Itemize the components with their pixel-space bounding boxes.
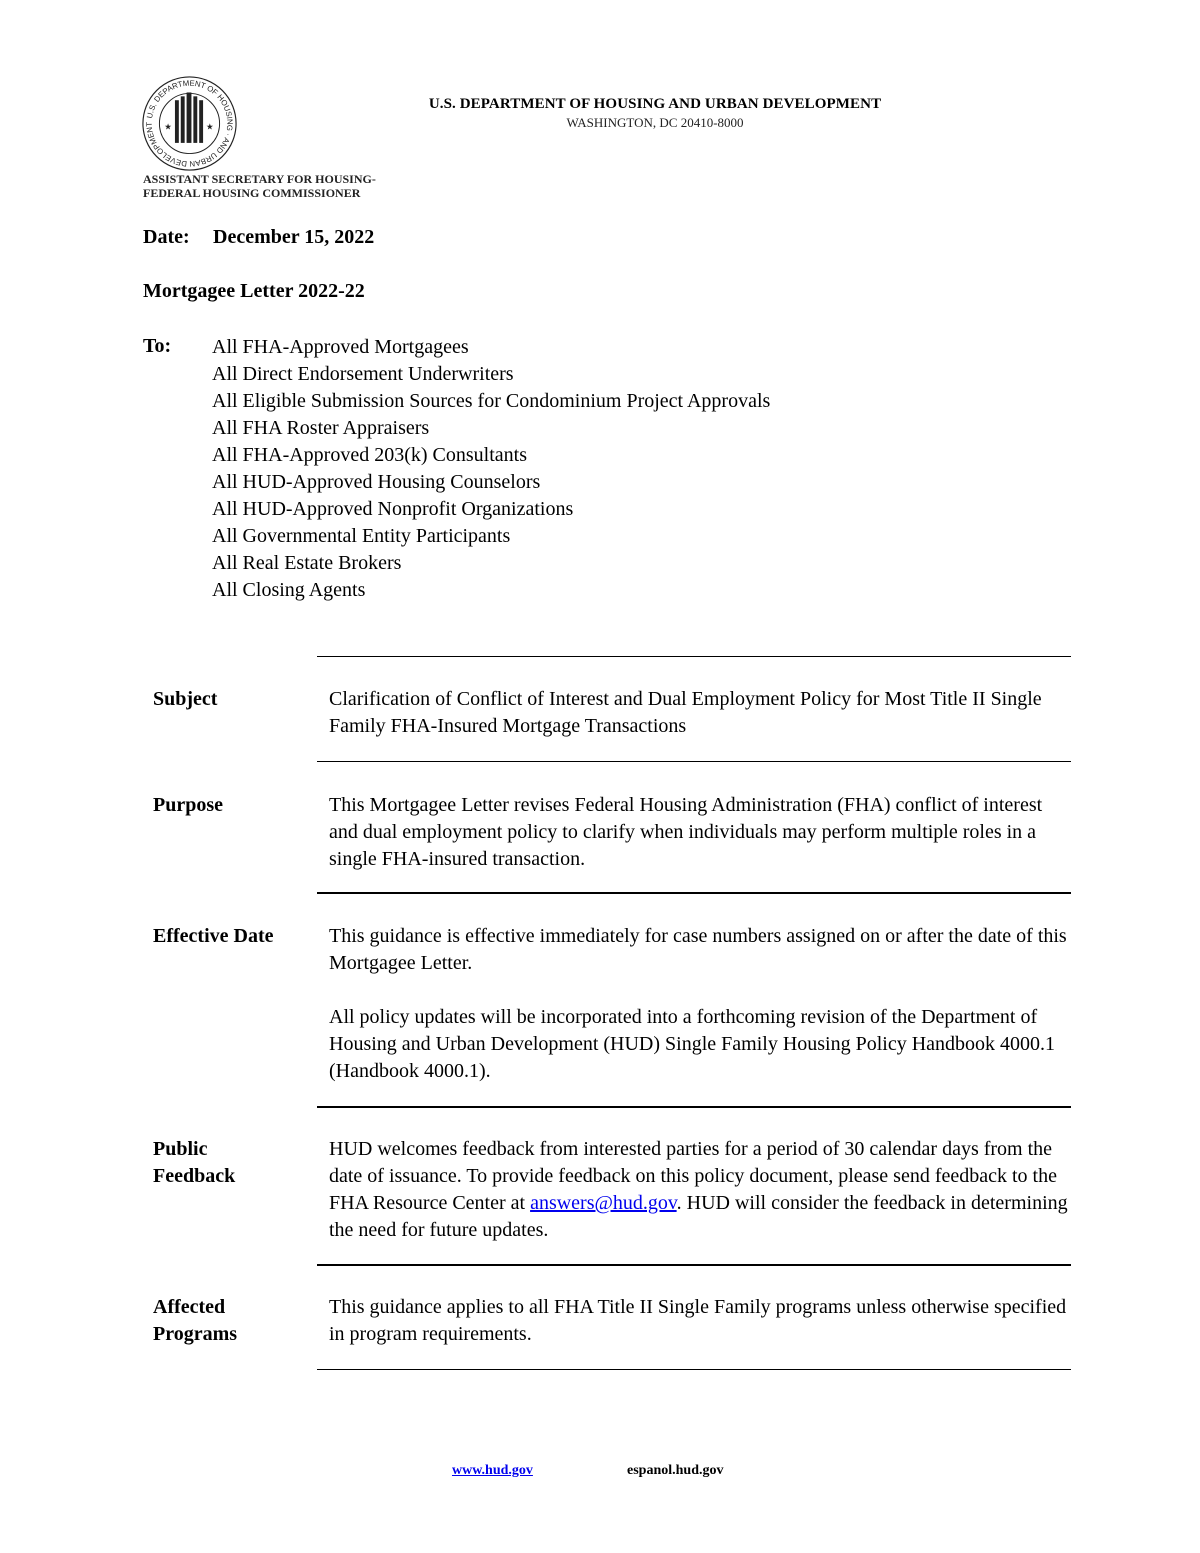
affected-programs-label-line-1: Affected	[153, 1296, 226, 1318]
public-feedback-label	[153, 1136, 235, 1190]
recipient-item: All FHA Roster Appraisers	[212, 417, 430, 439]
table-rule	[317, 1369, 1071, 1370]
date-label: Date:	[143, 226, 190, 248]
hud-website-link[interactable]: www.hud.gov	[452, 1463, 533, 1478]
table-rule	[317, 761, 1071, 762]
office-line-2: FEDERAL HOUSING COMMISSIONER	[143, 186, 361, 200]
recipient-item: All HUD-Approved Nonprofit Organizations	[212, 498, 574, 520]
to-label: To:	[143, 335, 172, 357]
recipient-item: All FHA-Approved 203(k) Consultants	[212, 444, 527, 466]
footer-link-espanol: espanol.hud.gov	[627, 1463, 724, 1478]
feedback-text-start: HUD welcomes feedback from interested parties for a period of 30 calendar days from the date of issuance. To provide feedback on this policy document, please send feedback to the FHA Resource Center at	[329, 1138, 1057, 1214]
office-line-1: ASSISTANT SECRETARY FOR HOUSING-	[143, 172, 376, 186]
svg-text:★: ★	[205, 121, 214, 132]
affected-programs-label	[153, 1294, 237, 1348]
effective-date-paragraph-2: All policy updates will be incorporated into a forthcoming revision of the Department of Housing and Urban Development (HUD) Single Family Housing Policy Handbook 4000.1 (Handbook 4000.1).	[329, 1006, 1056, 1082]
date-value: December 15, 2022	[213, 226, 375, 248]
recipient-item: All Governmental Entity Participants	[212, 525, 511, 547]
subject-text: Clarification of Conflict of Interest and Dual Employment Policy for Most Title II Single Family FHA-Insured Mortgage Transactions	[329, 688, 1042, 737]
effective-date-text	[329, 923, 1069, 1085]
department-address: WASHINGTON, DC 20410-8000	[566, 115, 744, 130]
recipient-item: All Direct Endorsement Underwriters	[212, 363, 514, 385]
purpose-label: Purpose	[153, 794, 223, 816]
affected-programs-label-line-2: Programs	[153, 1323, 238, 1345]
affected-programs-text: This guidance applies to all FHA Title II Single Family programs unless otherwise specified in program requirements.	[329, 1296, 1067, 1345]
table-rule	[317, 1264, 1071, 1266]
recipient-item: All Real Estate Brokers	[212, 552, 402, 574]
department-name: U.S. DEPARTMENT OF HOUSING AND URBAN DEVELOPMENT	[428, 96, 882, 112]
hud-seal-logo	[141, 75, 238, 172]
table-rule	[317, 1106, 1071, 1108]
recipient-list	[212, 334, 770, 604]
effective-date-paragraph-1: This guidance is effective immediately for case numbers assigned on or after the date of this Mortgagee Letter.	[329, 925, 1067, 974]
purpose-text: This Mortgagee Letter revises Federal Housing Administration (FHA) conflict of interest and dual employment policy to clarify when individuals may perform multiple roles in a single FHA-insured transaction.	[329, 794, 1043, 870]
recipient-item: All HUD-Approved Housing Counselors	[212, 471, 541, 493]
letterhead	[380, 96, 930, 131]
letter-date	[143, 226, 374, 249]
letter-number: Mortgagee Letter 2022-22	[143, 280, 365, 302]
recipient-item: All Eligible Submission Sources for Condominium Project Approvals	[212, 390, 771, 412]
svg-text:★: ★	[164, 121, 173, 132]
footer-link-hud	[452, 1463, 533, 1479]
table-rule	[317, 656, 1071, 657]
issuing-office	[143, 172, 376, 200]
recipient-item: All FHA-Approved Mortgagees	[212, 336, 469, 358]
recipient-item: All Closing Agents	[212, 579, 366, 601]
feedback-email-link[interactable]: answers@hud.gov	[530, 1192, 677, 1214]
feedback-text-end: . HUD will consider the feedback in determining the need for future updates.	[329, 1192, 1068, 1241]
public-feedback-label-line-1: Public	[153, 1138, 208, 1160]
table-rule	[317, 892, 1071, 894]
public-feedback-label-line-2: Feedback	[153, 1165, 236, 1187]
subject-label: Subject	[153, 688, 218, 710]
public-feedback-text	[329, 1136, 1069, 1244]
svg-text:U.S. DEPARTMENT OF HOUSING · A: U.S. DEPARTMENT OF HOUSING · AND URBAN DEVELOPMENT	[144, 78, 235, 169]
effective-date-label: Effective Date	[153, 925, 274, 947]
